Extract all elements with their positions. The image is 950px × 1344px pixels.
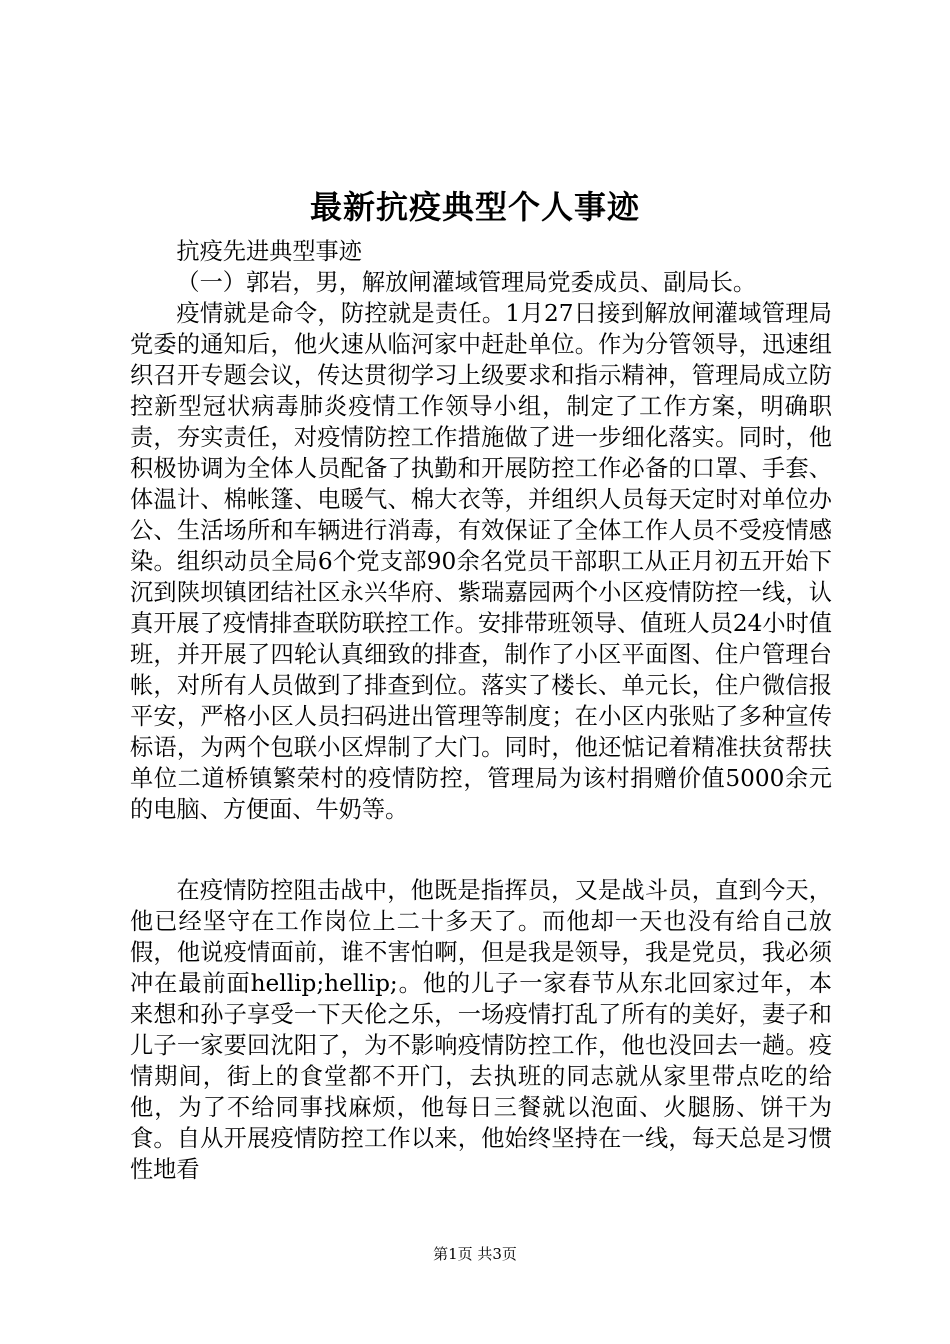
document-title: 最新抗疫典型个人事迹 — [309, 188, 640, 226]
body-block-2 — [130, 875, 832, 1185]
paragraph-body: 在疫情防控阻击战中，他既是指挥员，又是战斗员，直到今天，他已经坚守在工作岗位上二十多天了。而他却一天也没有给自己放假，他说疫情面前，谁不害怕啊，但是我是领导，我是党员，我必须冲在最前面hellip;hellip;。他的儿子一家春节从东北回家过年，本来想和孙子享受一下天伦之乐，一场疫情打乱了所有的美好，妻子和儿子一家要回沈阳了，为不影响疫情防控工作，他也没回去一趟。疫情期间，街上的食堂都不开门，去执班的同志就从家里带点吃的给他，为了不给同事找麻烦，他每日三餐就以泡面、火腿肠、饼干为食。自从开展疫情防控工作以来，他始终坚持在一线，每天总是习惯性地看 — [130, 877, 832, 1183]
paragraph-body: 疫情就是命令，防控就是责任。1月27日接到解放闸灌域管理局党委的通知后，他火速从临河家中赶赴单位。作为分管领导，迅速组织召开专题会议，传达贯彻学习上级要求和指示精神，管理局成立防控新型冠状病毒肺炎疫情工作领导小组，制定了工作方案，明确职责，夯实责任，对疫情防控工作措施做了进一步细化落实。同时，他积极协调为全体人员配备了执勤和开展防控工作必备的口罩、手套、体温计、棉帐篷、电暖气、棉大衣等，并组织人员每天定时对单位办公、生活场所和车辆进行消毒，有效保证了全体工作人员不受疫情感染。组织动员全局6个党支部90余名党员干部职工从正月初五开始下沉到陕坝镇团结社区永兴华府、紫瑞嘉园两个小区疫情防控一线，认真开展了疫情排查联防联控工作。安排带班领导、值班人员24小时值班，并开展了四轮认真细致的排查，制作了小区平面图、住户管理台帐，对所有人员做到了排查到位。落实了楼长、单元长，住户微信报平安，严格小区人员扫码进出管理等制度；在小区内张贴了多种宣传标语，为两个包联小区焊制了大门。同时，他还惦记着精准扶贫帮扶单位二道桥镇繁荣村的疫情防控，管理局为该村捐赠价值5000余元的电脑、方便面、牛奶等。 — [130, 300, 832, 823]
page-number-footer: 第1页 共3页 — [433, 1245, 517, 1263]
paragraph-subtitle: 抗疫先进典型事迹 — [176, 238, 362, 265]
body-block-1 — [130, 236, 832, 825]
paragraph-person-intro: （一）郭岩，男，解放闸灌域管理局党委成员、副局长。 — [176, 269, 757, 296]
